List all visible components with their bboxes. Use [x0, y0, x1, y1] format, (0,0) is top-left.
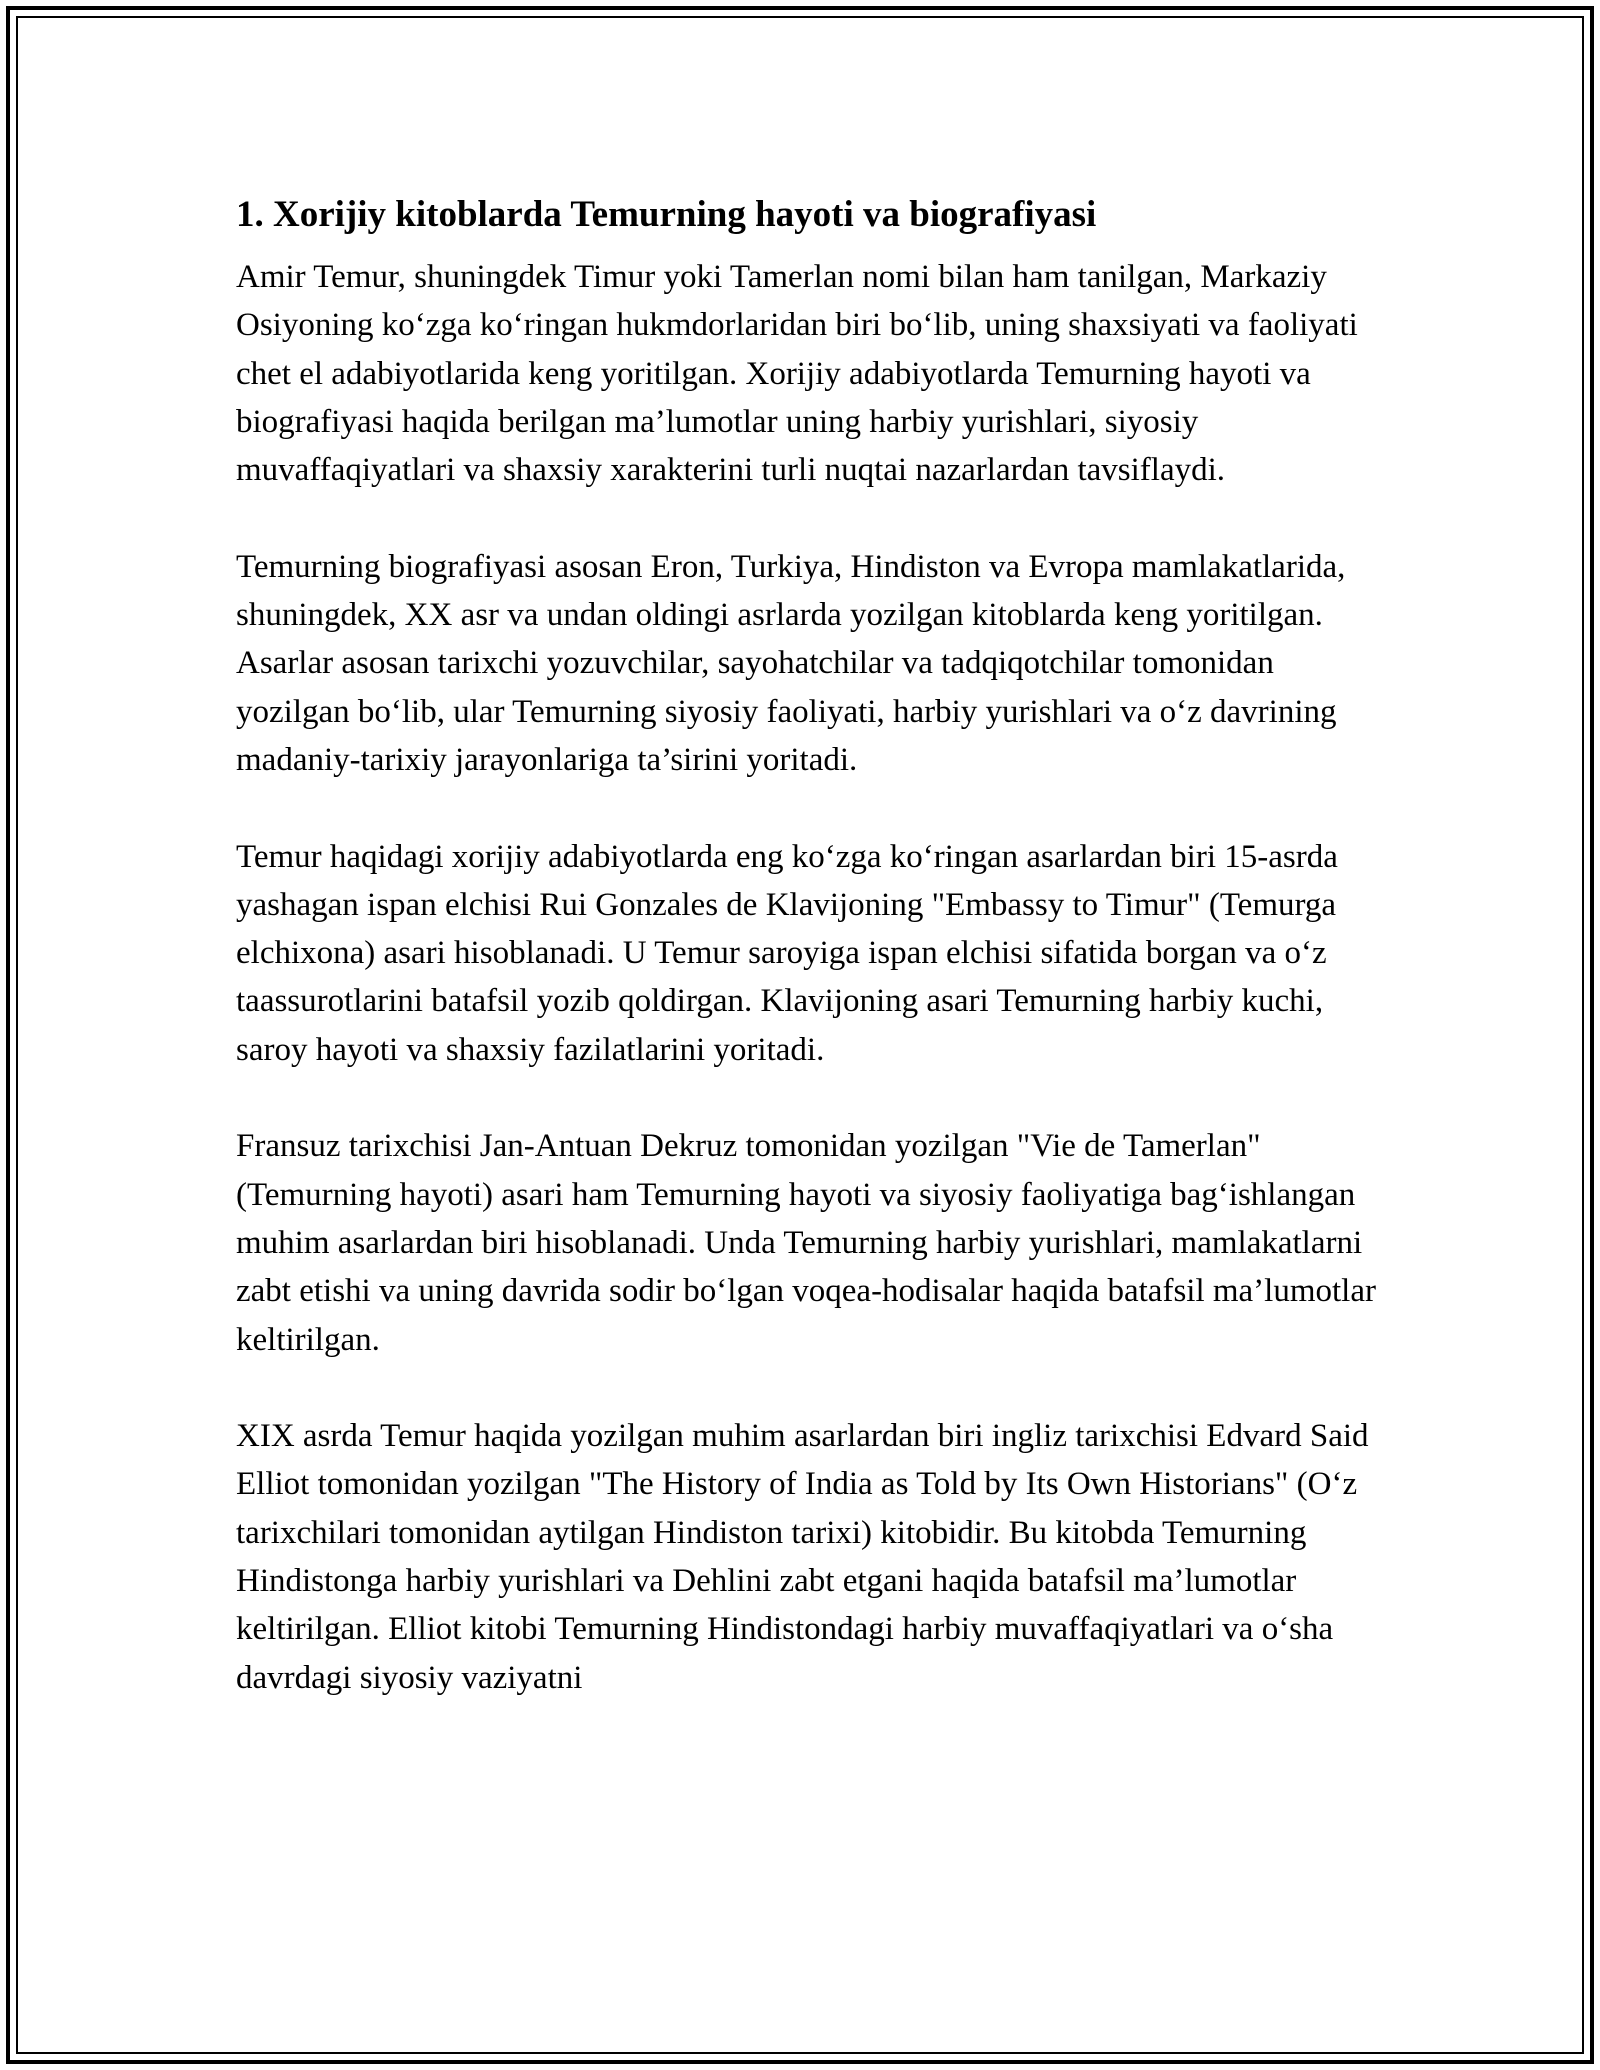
- paragraph-clavijo: Temur haqidagi xorijiy adabiyotlarda eng ko‘zga ko‘ringan asarlardan biri 15-asrda yashagan ispan elchisi Rui Gonzales de Klavijoning "Embassy to Timur" (Temurga elchixona) asari hisoblanadi. U Temur saroyiga ispan elchisi sifatida borgan va o‘z taassurotlarini batafsil yozib qoldirgan. Klavijoning asari Temurning harbiy kuchi, saroy hayoti va shaxsiy fazilatlarini yoritadi.: [236, 838, 1338, 1068]
- paragraph-vie-de-tamerlan: Fransuz tarixchisi Jan-Antuan Dekruz tomonidan yozilgan "Vie de Tamerlan" (Temurning hayoti) asari ham Temurning hayoti va siyosiy faoliyatiga bag‘ishlangan muhim asarlardan biri hisoblanadi. Unda Temurning harbiy yurishlari, mamlakatlarni zabt etishi va uning davrida sodir bo‘lgan voqea-hodisalar haqida batafsil ma’lumotlar keltirilgan.: [236, 1128, 1376, 1358]
- section-heading: 1. Xorijiy kitoblarda Temurning hayoti va biografiyasi: [236, 194, 1097, 235]
- document-body: [236, 187, 1376, 1702]
- paragraph-elliot: XIX asrda Temur haqida yozilgan muhim asarlardan biri ingliz tarixchisi Edvard Said Elliot tomonidan yozilgan "The History of India as Told by Its Own Historians" (O‘z tarixchilari tomonidan aytilgan Hindiston tarixi) kitobidir. Bu kitobda Temurning Hindistonga harbiy yurishlari va Dehlini zabt etgani haqida batafsil ma’lumotlar keltirilgan. Elliot kitobi Temurning Hindistondagi harbiy muvaffaqiyatlari va o‘sha davrdagi siyosiy vaziyatni: [236, 1418, 1369, 1696]
- paragraph-intro: Amir Temur, shuningdek Timur yoki Tamerlan nomi bilan ham tanilgan, Markaziy Osiyoning ko‘zga ko‘ringan hukmdorlaridan biri bo‘lib, uning shaxsiyati va faoliyati chet el adabiyotlarida keng yoritilgan. Xorijiy adabiyotlarda Temurning hayoti va biografiyasi haqida berilgan ma’lumotlar uning harbiy yurishlari, siyosiy muvaffaqiyatlari va shaxsiy xarakterini turli nuqtai nazarlardan tavsiflaydi.: [236, 259, 1358, 489]
- paragraph-biography-sources: Temurning biografiyasi asosan Eron, Turkiya, Hindiston va Evropa mamlakatlarida, shuningdek, XX asr va undan oldingi asrlarda yozilgan kitoblarda keng yoritilgan. Asarlar asosan tarixchi yozuvchilar, sayohatchilar va tadqiqotchilar tomonidan yozilgan bo‘lib, ular Temurning siyosiy faoliyati, harbiy yurishlari va o‘z davrining madaniy-tarixiy jarayonlariga ta’sirini yoritadi.: [236, 548, 1346, 778]
